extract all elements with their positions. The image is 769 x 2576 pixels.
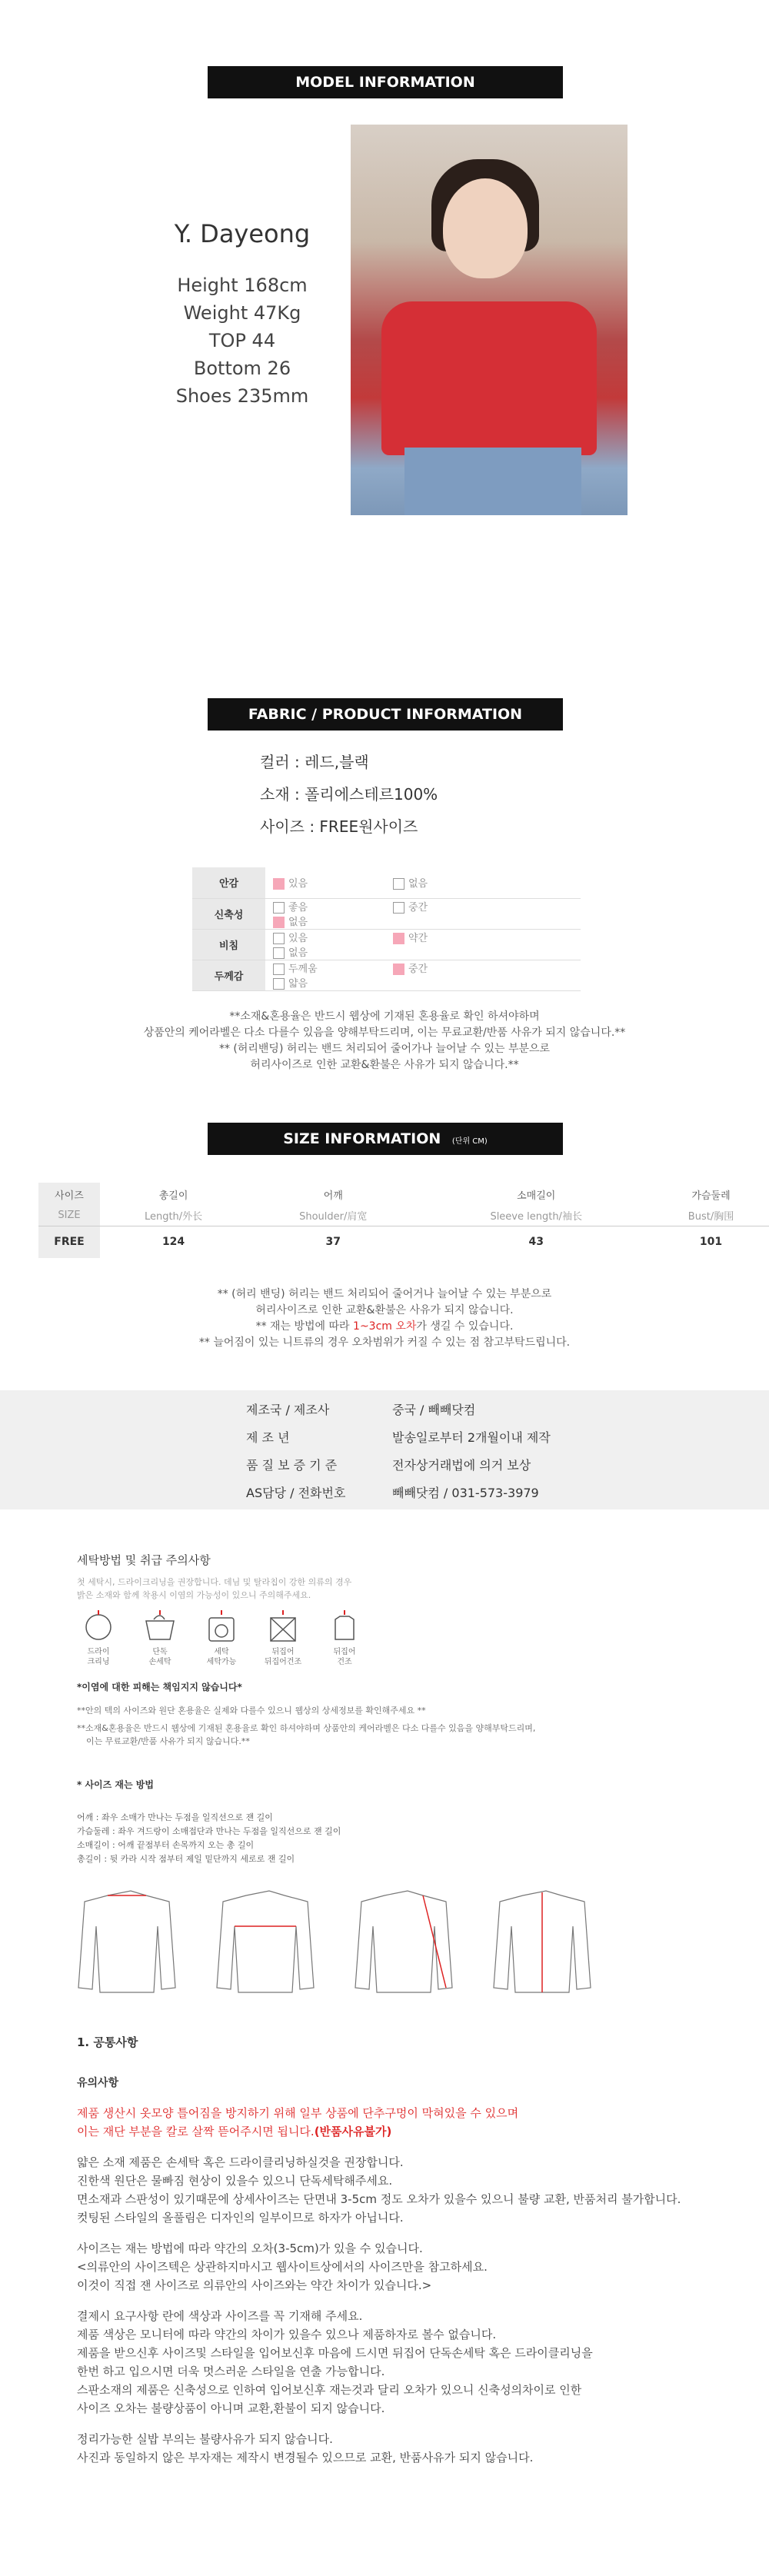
common-subtitle: 유의사항 — [77, 2077, 119, 2089]
checkbox-empty — [393, 902, 404, 914]
icon-caption: 뒤집어 — [333, 1648, 356, 1656]
option-label: 두께움 — [288, 964, 318, 975]
checkbox-empty — [273, 978, 285, 990]
maker-info-band — [0, 1390, 769, 1509]
button-hole-note — [77, 2122, 754, 2141]
measure-line: 가슴둘레 : 좌우 겨드랑이 소매접단과 만나는 두점을 일직선으로 잰 길이 — [77, 1826, 341, 1836]
property-label: 안감 — [192, 867, 265, 898]
model-info-header: MODEL INFORMATION — [208, 66, 563, 98]
icon-caption: 뒤집어건조 — [264, 1658, 302, 1666]
model-details — [146, 219, 338, 410]
property-row-sheer — [192, 929, 581, 960]
property-option — [265, 875, 385, 890]
fabric-color: 컬러 : 레드,블랙 — [260, 753, 369, 771]
fabric-note: 허리사이즈로 인한 교환&환불은 사유가 되지 않습니다.** — [250, 1059, 519, 1071]
common-text: 결제시 요구사항 란에 색상과 사이즈를 꼭 기재해 주세요. — [77, 2309, 363, 2323]
hand-wash-icon — [138, 1607, 181, 1667]
property-row-lining — [192, 867, 581, 898]
length-col-subheader: Length/外长 — [100, 1206, 247, 1226]
measure-line: 소매길이 : 어깨 끝점부터 손목까지 오는 총 길이 — [77, 1840, 255, 1850]
no-tumble-icon-svg — [261, 1607, 305, 1644]
maker-row — [246, 1479, 631, 1507]
common-text: 사이즈는 재는 방법에 따라 약간의 오차(3-5cm)가 있을 수 있습니다. — [77, 2242, 423, 2255]
shoulder-value: 37 — [325, 1236, 341, 1249]
note-suffix: 가 생길 수 있습니다. — [416, 1320, 514, 1333]
icon-caption: 드라이 — [87, 1648, 110, 1656]
measure-title: * 사이즈 재는 방법 — [77, 1779, 154, 1790]
common-title: 1. 공통사항 — [77, 2035, 138, 2049]
size-note: 허리사이즈로 인한 교환&환불은 사유가 되지 않습니다. — [255, 1304, 514, 1316]
option-label: 얇음 — [288, 978, 308, 990]
checkbox-checked — [393, 933, 404, 944]
maker-label: 품 질 보 증 기 준 — [246, 1458, 338, 1473]
bust-col-subheader: Bust/胸围 — [653, 1206, 769, 1226]
common-text: 이것이 직접 잰 사이즈로 의류안의 사이즈와는 약간 차이가 있습니다.> — [77, 2278, 432, 2292]
property-option — [385, 960, 505, 975]
size-header-row — [38, 1183, 769, 1206]
common-text: 컷팅된 스타일의 올풀림은 디자인의 일부이므로 하자가 아닙니다. — [77, 2211, 404, 2225]
common-text: 제품 색상은 모니터에 따라 약간의 차이가 있을수 있으나 제품하자로 볼수 없습니다. — [77, 2328, 497, 2341]
photo-jeans — [404, 448, 581, 515]
option-label: 있음 — [288, 878, 308, 890]
care-details — [77, 1680, 707, 1748]
checkbox-empty — [273, 964, 285, 975]
icon-caption: 단독 — [152, 1648, 168, 1656]
size-table — [38, 1183, 769, 1258]
shoulder-col-header: 어깨 — [323, 1190, 343, 1202]
icon-caption: 손세탁 — [148, 1658, 171, 1666]
property-option — [385, 899, 505, 914]
maker-label: AS담당 / 전화번호 — [246, 1486, 346, 1500]
checkbox-empty — [273, 902, 285, 914]
property-row-stretch — [192, 898, 581, 929]
wash-ok-icon — [200, 1607, 243, 1667]
size-col-subheader: SIZE — [38, 1206, 100, 1226]
property-option — [265, 914, 385, 928]
size-note: ** 늘어짐이 있는 니트류의 경우 오차범위가 커질 수 있는 점 참고부탁드립니다. — [198, 1336, 571, 1349]
checkbox-empty — [273, 933, 285, 944]
button-hole-note: 제품 생산시 옷모양 틀어짐을 방지하기 위해 일부 상품에 단추구멍이 막혀있을 수 있으며 — [77, 2106, 519, 2120]
sleeve-value: 43 — [528, 1236, 544, 1249]
checkbox-checked — [273, 878, 285, 890]
measure-section — [77, 1778, 707, 1866]
wash-ok-icon-svg — [200, 1607, 243, 1644]
option-label: 있음 — [288, 933, 308, 944]
icon-caption: 세탁 — [214, 1648, 229, 1656]
fabric-material: 소재 : 폴리에스테르100% — [260, 785, 438, 804]
size-value: FREE — [38, 1226, 100, 1258]
bust-value: 101 — [699, 1236, 723, 1249]
bust-col-header: 가슴둘레 — [691, 1190, 731, 1202]
maker-row — [246, 1396, 631, 1424]
fabric-info-header: FABRIC / PRODUCT INFORMATION — [208, 698, 563, 731]
shade-dry-icon — [323, 1607, 366, 1667]
common-text: 스판소재의 제품은 신축성으로 인하여 입어보신후 재는것과 달리 오차가 있으니 신축성의차이로 인한 — [77, 2383, 582, 2397]
property-label: 비침 — [192, 929, 265, 960]
model-top-size: TOP 44 — [208, 330, 276, 351]
property-option — [385, 875, 505, 890]
model-bottom-size: Bottom 26 — [193, 358, 291, 379]
icon-caption: 건조 — [337, 1658, 352, 1666]
checkbox-checked — [393, 964, 404, 975]
maker-row — [246, 1452, 631, 1479]
size-col-header: 사이즈 — [38, 1183, 100, 1206]
model-photo — [351, 125, 628, 515]
property-option — [265, 930, 385, 944]
stain-warning: *이염에 대한 피해는 책임지지 않습니다* — [77, 1682, 242, 1692]
option-label: 없음 — [408, 878, 428, 890]
fabric-property-table — [192, 867, 581, 991]
size-note: ** (허리 밴딩) 허리는 밴드 처리되어 줄어거나 늘어날 수 있는 부분으로 — [217, 1288, 552, 1300]
note-emphasis: (반품사유불가) — [314, 2125, 392, 2138]
photo-face — [443, 178, 528, 278]
care-icons — [77, 1607, 384, 1676]
maker-value: 중국 / 빼빼닷컴 — [392, 1403, 476, 1417]
icon-caption: 세탁가능 — [206, 1658, 237, 1666]
property-label: 신축성 — [192, 898, 265, 929]
fabric-note: ** (허리밴딩) 허리는 밴드 처리되어 줄어가나 늘어날 수 있는 부분으로 — [218, 1043, 551, 1055]
model-name: Y. Dayeong — [174, 219, 311, 248]
model-weight: Weight 47Kg — [183, 302, 301, 324]
size-note-error — [115, 1319, 654, 1335]
length-col-header: 총길이 — [158, 1190, 188, 1202]
shoulder-col-subheader: Shoulder/肩宽 — [247, 1206, 419, 1226]
checkbox-empty — [273, 947, 285, 959]
property-label: 두께감 — [192, 960, 265, 990]
size-info-header — [208, 1123, 563, 1155]
common-text: 얇은 소재 제품은 손세탁 혹은 드라이클리닝하실것을 권장합니다. — [77, 2155, 404, 2169]
note-highlight: 1~3cm 오차 — [353, 1320, 417, 1333]
maker-value: 빼빼닷컴 / 031-573-3979 — [392, 1486, 539, 1500]
shirt-diagram-sleeve — [355, 1891, 452, 1992]
common-text: 진한색 원단은 물빠짐 현상이 있을수 있으니 단독세탁해주세요. — [77, 2174, 393, 2188]
icon-caption: 뒤집어 — [271, 1648, 295, 1656]
common-text: 면소재과 스판성이 있기때문에 상세사이즈는 단면내 3-5cm 정도 오차가 있을수 있으니 불량 교환, 반품처리 불가합니다. — [77, 2192, 681, 2206]
size-value-row — [38, 1226, 769, 1258]
care-detail: **소재&혼용율은 반드시 웹상에 기재된 혼용율로 확인 하셔야하며 상품안의 케어라벨은 다소 다를수 있음을 양해부탁드리며, — [77, 1723, 536, 1733]
length-value: 124 — [161, 1236, 185, 1249]
sleeve-col-header: 소매길이 — [517, 1190, 556, 1202]
fabric-note: **소재&혼용율은 반드시 웹상에 기재된 혼용율로 확인 하셔야하며 — [229, 1010, 540, 1023]
shirt-diagram-shoulder — [78, 1891, 175, 1992]
common-text: 제품을 받으신후 사이즈및 스타일을 입어보신후 마음에 드시면 뒤집어 단독손세탁 혹은 드라이클리닝을 — [77, 2346, 593, 2360]
note-prefix: ** 재는 방법에 따라 — [255, 1320, 354, 1333]
property-option — [265, 960, 385, 975]
checkbox-checked — [273, 917, 285, 928]
measure-diagrams — [77, 1888, 600, 1995]
model-shoes-size: Shoes 235mm — [175, 385, 309, 407]
fabric-details — [260, 746, 568, 843]
care-text: 밝은 소재와 함께 착용시 이염의 가능성이 있으니 주의해주세요. — [77, 1590, 311, 1600]
fabric-notes — [115, 1009, 654, 1073]
size-subheader-row — [38, 1206, 769, 1226]
sleeve-col-subheader: Sleeve length/袖长 — [419, 1206, 653, 1226]
option-label: 중간 — [408, 902, 428, 914]
maker-label: 제조국 / 제조사 — [246, 1403, 330, 1417]
common-text: 한번 하고 입으시면 더욱 멋스러운 스타일을 연출 가능합니다. — [77, 2365, 385, 2378]
option-label: 없음 — [288, 947, 308, 959]
care-text: 첫 세탁시, 드라이크리닝을 권장합니다. 데님 및 탈라칩이 강한 의류의 경우 — [77, 1577, 352, 1587]
property-option — [385, 930, 505, 944]
property-row-thickness — [192, 960, 581, 990]
size-info-title: SIZE INFORMATION — [283, 1130, 441, 1147]
maker-value: 전자상거래법에 의거 보상 — [392, 1458, 531, 1473]
maker-value: 발송일로부터 2개월이내 제작 — [392, 1430, 551, 1445]
note-text: 이는 재단 부분을 칼로 살짝 뜯어주시면 됩니다. — [77, 2125, 315, 2138]
checkbox-empty — [393, 878, 404, 890]
property-option — [265, 944, 385, 959]
maker-label: 제 조 년 — [246, 1430, 290, 1445]
hand-wash-icon-svg — [138, 1607, 181, 1644]
common-text: 사이즈 오차는 불량상품이 아니며 교환,환불이 되지 않습니다. — [77, 2401, 385, 2415]
maker-row — [246, 1424, 631, 1452]
property-option — [265, 899, 385, 914]
common-section — [77, 2034, 754, 2467]
size-unit: (단위 CM) — [451, 1137, 488, 1146]
measure-line: 총길이 : 뒷 카라 시작 점부터 제일 밑단까지 세로로 잰 길이 — [77, 1854, 295, 1864]
model-height: Height 168cm — [177, 275, 308, 296]
common-text: <의류안의 사이즈텍은 상관하지마시고 웹사이트상에서의 사이즈만을 참고하세요. — [77, 2260, 488, 2274]
care-detail: **안의 텍의 사이즈와 원단 혼용율은 실제와 다를수 있으니 웹상의 상세정보를 확인해주세요 ** — [77, 1706, 426, 1716]
fabric-note: 상품안의 케어라벨은 다소 다를수 있음을 양해부탁드리며, 이는 무료교환/반품 사유가 되지 않습니다.** — [143, 1027, 626, 1039]
option-label: 좋음 — [288, 902, 308, 914]
shirt-diagram-length — [494, 1891, 591, 1992]
measure-line: 어깨 : 좌우 소매가 만나는 두점을 일직선으로 잰 길이 — [77, 1812, 273, 1822]
icon-caption: 크리닝 — [87, 1658, 110, 1666]
option-label: 없음 — [288, 917, 308, 928]
fabric-size: 사이즈 : FREE원사이즈 — [260, 817, 418, 836]
care-detail: 이는 무료교환/반품 사유가 되지 않습니다.** — [86, 1736, 250, 1746]
property-option — [265, 975, 385, 990]
dry-clean-icon-svg — [77, 1607, 120, 1644]
size-notes — [115, 1286, 654, 1351]
common-text: 사진과 동일하지 않은 부자재는 제작시 변경될수 있으므로 교환, 반품사유가 되지 않습니다. — [77, 2451, 534, 2465]
no-tumble-icon — [261, 1607, 305, 1667]
care-title: 세탁방법 및 취급 주의사항 — [77, 1553, 211, 1567]
option-label: 중간 — [408, 964, 428, 975]
common-text: 정리가능한 실밥 부의는 불량사유가 되지 않습니다. — [77, 2432, 333, 2446]
photo-red-top — [381, 301, 597, 455]
dry-clean-icon — [77, 1607, 120, 1667]
shade-dry-icon-svg — [323, 1607, 366, 1644]
shirt-diagram-bust — [217, 1891, 314, 1992]
care-section — [77, 1552, 707, 1602]
option-label: 약간 — [408, 933, 428, 944]
